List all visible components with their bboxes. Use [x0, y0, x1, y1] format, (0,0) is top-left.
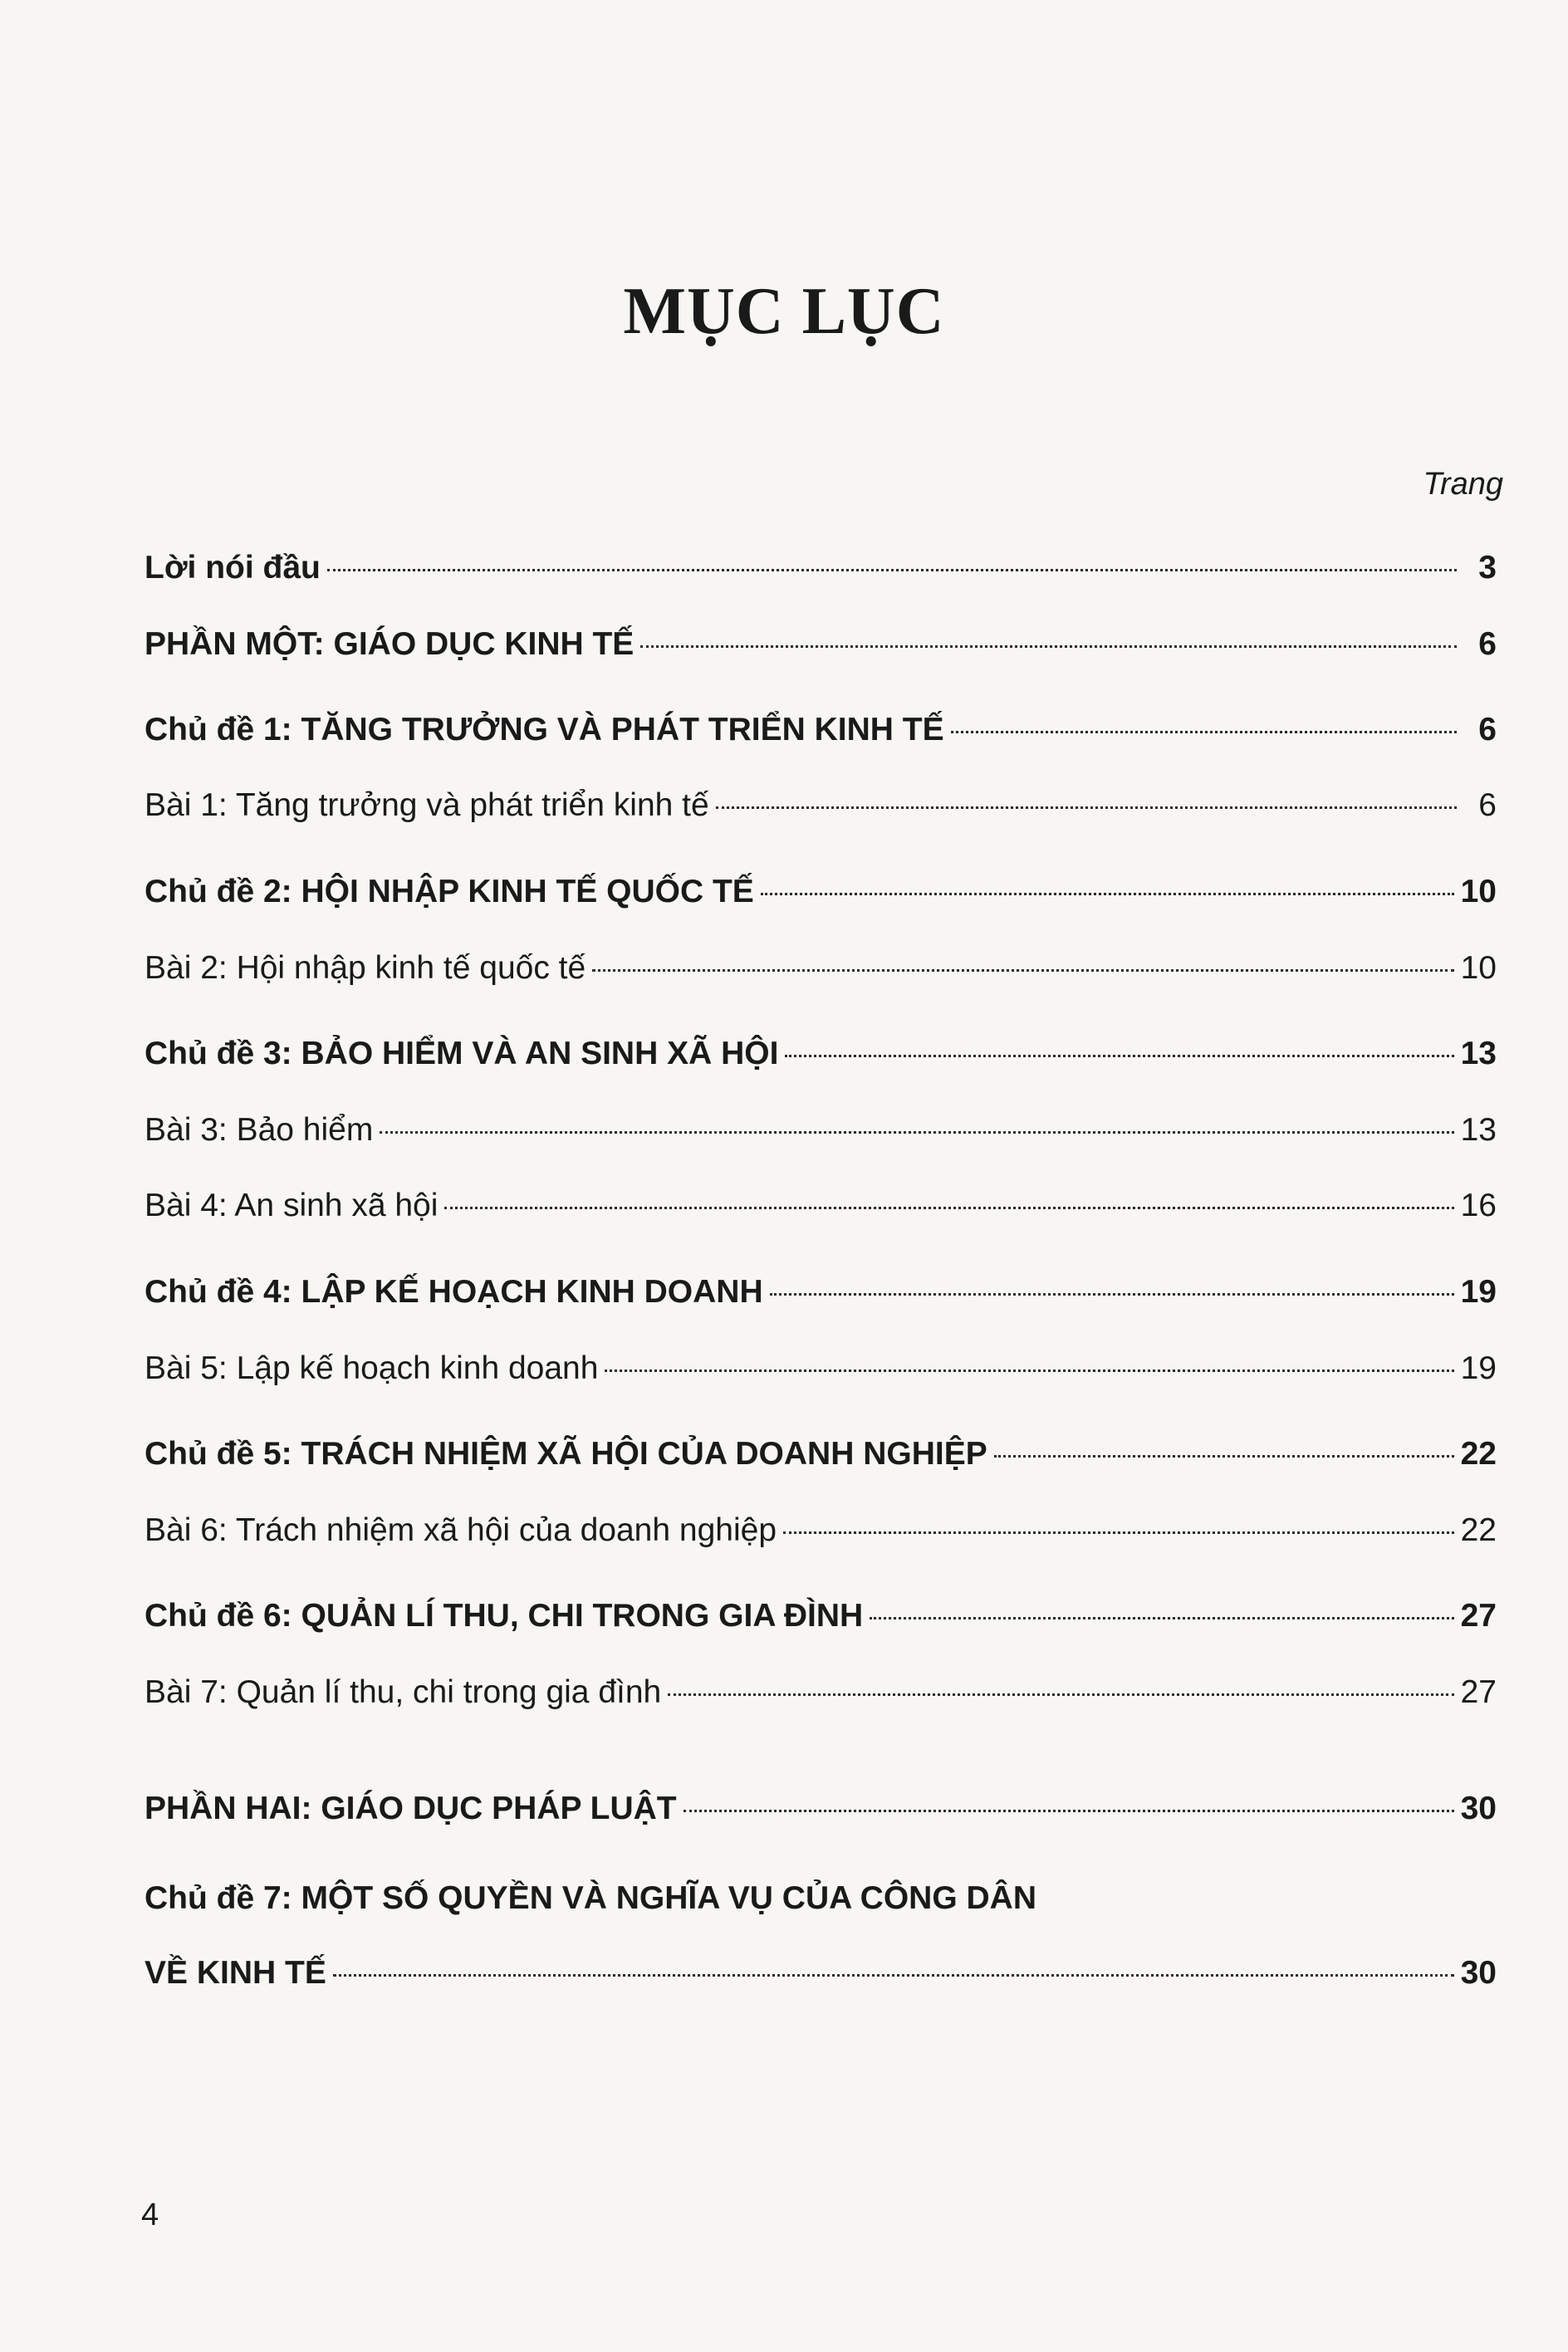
toc-entry-bai-5[interactable] — [145, 1349, 1497, 1389]
toc-entry-label: Bài 1: Tăng trưởng và phát triển kinh tế — [145, 787, 709, 823]
toc-entry-bai-4[interactable] — [145, 1186, 1497, 1226]
toc-entry-label: Bài 6: Trách nhiệm xã hội của doanh nghiệp — [145, 1512, 777, 1548]
toc-entry-chu-de-3[interactable] — [145, 1034, 1497, 1074]
dot-leader — [327, 569, 1457, 571]
toc-entry-page: 6 — [1478, 712, 1497, 747]
dot-leader — [761, 893, 1454, 895]
dot-leader — [951, 731, 1457, 733]
dot-leader — [684, 1810, 1454, 1812]
toc-entry-page: 19 — [1460, 1350, 1497, 1386]
toc-entry-page: 16 — [1460, 1188, 1497, 1223]
toc-entry-page: 6 — [1478, 787, 1497, 823]
dot-leader — [783, 1531, 1454, 1534]
toc-entry-label: Chủ đề 4: LẬP KẾ HOẠCH KINH DOANH — [145, 1274, 763, 1310]
toc-entry-page: 3 — [1478, 550, 1497, 586]
toc-entry-line2 — [145, 1953, 1497, 1993]
toc-entry-page: 6 — [1478, 626, 1497, 662]
dot-leader — [592, 969, 1453, 972]
dot-leader — [444, 1207, 1453, 1209]
toc-entry-phan-hai[interactable] — [145, 1789, 1497, 1829]
toc-entry-label: Lời nói đầu — [145, 550, 321, 586]
toc-entry-bai-6[interactable] — [145, 1511, 1497, 1551]
toc-entry-chu-de-2[interactable] — [145, 872, 1497, 912]
toc-entry-page: 10 — [1460, 874, 1497, 909]
toc-entry-phan-mot[interactable] — [145, 625, 1497, 664]
dot-leader — [716, 806, 1457, 809]
toc-entry-page: 30 — [1460, 1791, 1497, 1826]
toc-entry-label: PHẦN HAI: GIÁO DỤC PHÁP LUẬT — [145, 1791, 677, 1826]
toc-entry-label: Bài 5: Lập kế hoạch kinh doanh — [145, 1350, 599, 1386]
toc-entry-page: 13 — [1460, 1036, 1497, 1071]
toc-entry-page: 19 — [1460, 1274, 1497, 1310]
toc-entry-label: Chủ đề 2: HỘI NHẬP KINH TẾ QUỐC TẾ — [145, 874, 754, 909]
toc-entry-bai-2[interactable] — [145, 948, 1497, 988]
toc-entry-bai-7[interactable] — [145, 1673, 1497, 1713]
page-title: MỤC LỤC — [623, 275, 945, 348]
toc-entry-loi-noi-dau[interactable] — [145, 548, 1497, 588]
toc-entry-label: Bài 4: An sinh xã hội — [145, 1188, 439, 1223]
toc-entry-page: 22 — [1460, 1512, 1497, 1548]
toc-entry-chu-de-5[interactable] — [145, 1434, 1497, 1474]
toc-entry-label: Chủ đề 5: TRÁCH NHIỆM XÃ HỘI CỦA DOANH NGHIỆP — [145, 1436, 987, 1472]
toc-entry-bai-1[interactable] — [145, 786, 1497, 826]
toc-entry-label: Chủ đề 1: TĂNG TRƯỞNG VÀ PHÁT TRIỂN KINH TẾ — [145, 712, 944, 747]
toc-entry-page: 22 — [1460, 1436, 1497, 1472]
toc-entry-label: Bài 2: Hội nhập kinh tế quốc tế — [145, 950, 586, 986]
toc-entry-label-line1: Chủ đề 7: MỘT SỐ QUYỀN VÀ NGHĨA VỤ CỦA CÔNG DÂN — [145, 1880, 1036, 1916]
toc-entry-page: 30 — [1460, 1955, 1497, 1991]
toc-entry-label: PHẦN MỘT: GIÁO DỤC KINH TẾ — [145, 626, 635, 662]
toc-entry-page: 13 — [1460, 1112, 1497, 1148]
toc-entry-page: 27 — [1460, 1674, 1497, 1710]
dot-leader — [770, 1293, 1454, 1296]
toc-entry-chu-de-7[interactable] — [145, 1879, 1497, 1993]
dot-leader — [870, 1617, 1453, 1619]
toc-entry-chu-de-6[interactable] — [145, 1596, 1497, 1636]
dot-leader — [785, 1055, 1453, 1057]
page-number: 4 — [141, 2198, 159, 2232]
toc-entry-label: Bài 7: Quản lí thu, chi trong gia đình — [145, 1674, 662, 1710]
toc-entry-label: Bài 3: Bảo hiểm — [145, 1112, 374, 1148]
dot-leader — [668, 1693, 1453, 1696]
toc-entry-page: 27 — [1460, 1598, 1497, 1634]
toc-entry-chu-de-1[interactable] — [145, 710, 1497, 750]
dot-leader — [605, 1370, 1453, 1372]
dot-leader — [994, 1455, 1454, 1458]
toc-entry-label-line2: VỀ KINH TẾ — [145, 1955, 326, 1991]
toc-entry-page: 10 — [1460, 950, 1497, 986]
dot-leader — [380, 1131, 1453, 1134]
page-column-header: Trang — [1423, 467, 1503, 502]
dot-leader — [640, 645, 1457, 648]
toc-entry-label: Chủ đề 6: QUẢN LÍ THU, CHI TRONG GIA ĐÌNH — [145, 1598, 864, 1634]
toc-entry-bai-3[interactable] — [145, 1110, 1497, 1150]
toc-entry-chu-de-4[interactable] — [145, 1272, 1497, 1312]
toc-entry-label: Chủ đề 3: BẢO HIỂM VÀ AN SINH XÃ HỘI — [145, 1036, 779, 1071]
dot-leader — [333, 1974, 1454, 1977]
